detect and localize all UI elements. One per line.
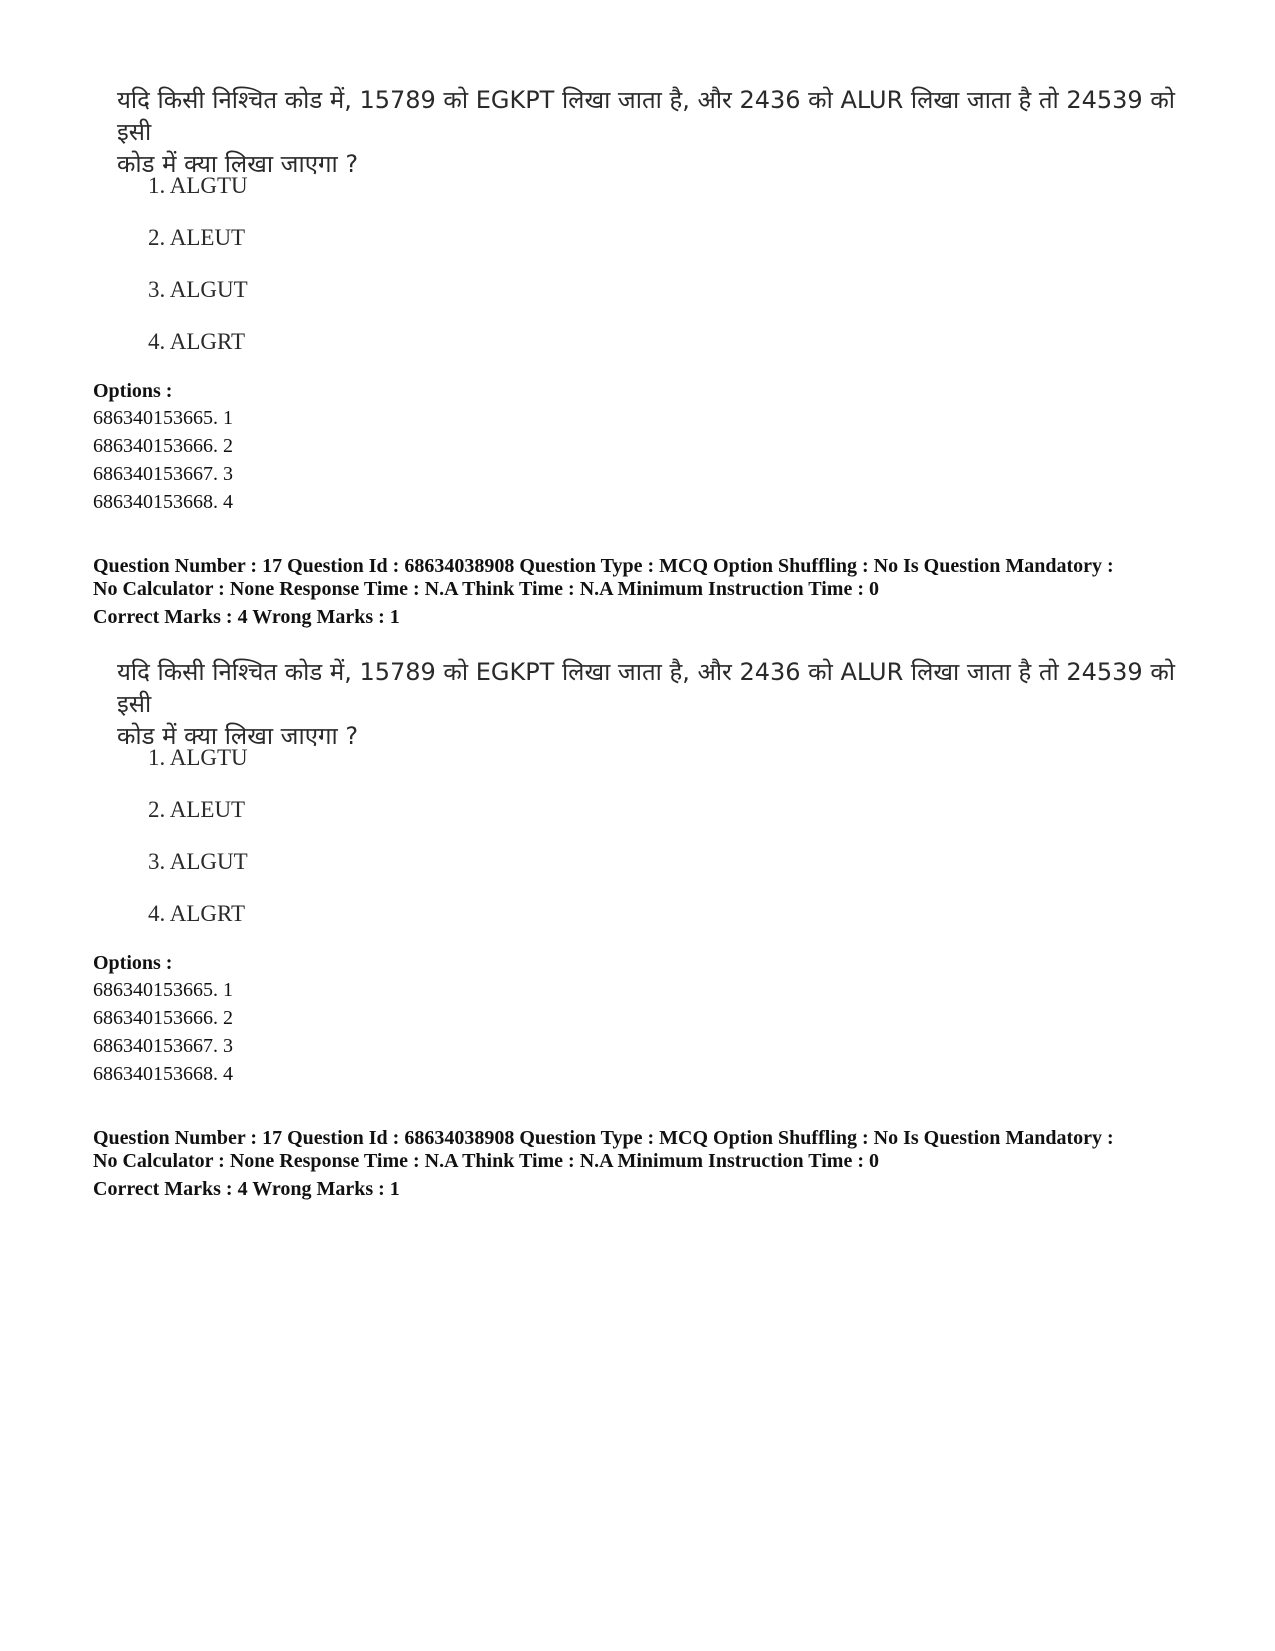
choice-2: 2. ALEUT: [148, 225, 246, 250]
choice-1: 1. ALGTU: [148, 745, 248, 770]
question-meta-line-1: Question Number : 17 Question Id : 68634038908 Question Type : MCQ Option Shuffling : No Is Question Mandatory :: [93, 555, 1114, 577]
marks-line: Correct Marks : 4 Wrong Marks : 1: [93, 606, 400, 628]
option-id-2: 686340153666. 2: [93, 435, 233, 457]
option-id-3: 686340153667. 3: [93, 1035, 233, 1057]
question-text: [117, 84, 1177, 180]
choice-1: 1. ALGTU: [148, 173, 248, 198]
option-id-1: 686340153665. 1: [93, 979, 233, 1001]
question-text: [117, 656, 1177, 752]
question-meta-line-1: Question Number : 17 Question Id : 68634038908 Question Type : MCQ Option Shuffling : No Is Question Mandatory :: [93, 1127, 1114, 1149]
option-id-2: 686340153666. 2: [93, 1007, 233, 1029]
question-meta-line-2: No Calculator : None Response Time : N.A Think Time : N.A Minimum Instruction Time : 0: [93, 578, 879, 600]
marks-line: Correct Marks : 4 Wrong Marks : 1: [93, 1178, 400, 1200]
option-id-4: 686340153668. 4: [93, 491, 233, 513]
choice-2: 2. ALEUT: [148, 797, 246, 822]
question-meta-line-2: No Calculator : None Response Time : N.A Think Time : N.A Minimum Instruction Time : 0: [93, 1150, 879, 1172]
choice-4: 4. ALGRT: [148, 329, 246, 354]
options-label: Options :: [93, 380, 173, 402]
choice-3: 3. ALGUT: [148, 849, 248, 874]
question-text-line-2: कोड में क्या लिखा जाएगा ?: [117, 722, 359, 750]
question-text-line-2: कोड में क्या लिखा जाएगा ?: [117, 150, 359, 178]
option-id-3: 686340153667. 3: [93, 463, 233, 485]
option-id-4: 686340153668. 4: [93, 1063, 233, 1085]
choice-4: 4. ALGRT: [148, 901, 246, 926]
question-text-line-1: यदि किसी निश्चित कोड में, 15789 को EGKPT लिखा जाता है, और 2436 को ALUR लिखा जाता है तो 24539 को इसी: [117, 658, 1175, 718]
choice-3: 3. ALGUT: [148, 277, 248, 302]
options-label: Options :: [93, 952, 173, 974]
option-id-1: 686340153665. 1: [93, 407, 233, 429]
question-text-line-1: यदि किसी निश्चित कोड में, 15789 को EGKPT लिखा जाता है, और 2436 को ALUR लिखा जाता है तो 24539 को इसी: [117, 86, 1175, 146]
